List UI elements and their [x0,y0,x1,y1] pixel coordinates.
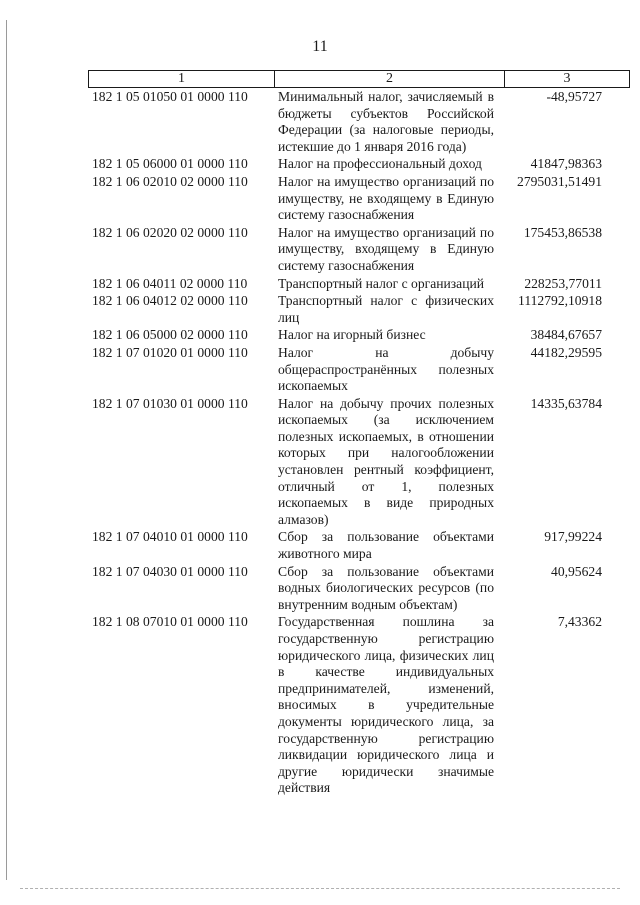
column-header-1: 1 [89,71,275,87]
budget-code: 182 1 06 04011 02 0000 110 [92,275,248,291]
amount: 228253,77011 [524,275,602,291]
table-body [92,89,628,798]
budget-code: 182 1 07 01030 01 0000 110 [92,395,248,411]
amount: 2795031,51491 [517,173,602,189]
budget-code: 182 1 06 05000 02 0000 110 [92,327,248,343]
revenue-name: Государственная пошлина за государственную регистрацию юридического лица, физических лиц в качестве индивидуальных предпринимателей, изменений, вносимых в учредительные документы юридического лица, за государственную регистрацию ликвидации юридического лица и другие юридически значимые действия [278,614,494,796]
column-header-3: 3 [563,71,571,86]
table-row [92,174,628,224]
table-row [92,225,628,275]
revenue-name: Налог на имущество организаций по имуществу, не входящему в Единую систему газоснабжения [278,173,494,223]
table-row [92,276,628,293]
amount: 7,43362 [557,614,602,630]
amount: 44182,29595 [530,344,602,360]
table-row [92,564,628,614]
budget-code: 182 1 05 01050 01 0000 110 [92,89,248,104]
budget-code: 182 1 06 02020 02 0000 110 [92,224,248,240]
revenue-name: Транспортный налог с физических лиц [278,293,494,325]
scan-bottom-edge [20,888,620,890]
table-row [92,396,628,529]
amount: 14335,63784 [530,395,602,411]
budget-code: 182 1 05 06000 01 0000 110 [92,156,248,172]
amount: 917,99224 [544,529,602,545]
table-row [92,89,628,155]
revenue-name: Минимальный налог, зачисляемый в бюджеты субъектов Российской Федерации (за налоговые периоды, истекшие до 1 января 2016 года) [278,89,494,154]
revenue-name: Налог на имущество организаций по имуществу, входящему в Единую систему газоснабжения [278,224,494,273]
revenue-name: Налог на добычу прочих полезных ископаемых (за исключением полезных ископаемых, в отношении которых при налогообложении установлен рентный коэффициент, отличный от 1, полезных ископаемых в виде природных алмазов) [278,395,494,527]
amount: 41847,98363 [530,156,602,172]
budget-code: 182 1 06 04012 02 0000 110 [92,293,248,309]
amount: 1112792,10918 [518,293,602,309]
amount: 38484,67657 [530,327,602,343]
amount: -48,95727 [546,89,602,104]
revenue-name: Налог на игорный бизнес [278,327,426,343]
budget-code: 182 1 07 04030 01 0000 110 [92,563,248,579]
scan-left-edge [6,20,7,880]
amount: 175453,86538 [523,224,602,240]
table-row [92,345,628,395]
table-row [92,327,628,344]
revenue-name: Налог на профессиональный доход [278,156,482,172]
revenue-name: Сбор за пользование объектами животного мира [278,529,494,562]
revenue-name: Транспортный налог с организаций [278,275,485,291]
budget-code: 182 1 08 07010 01 0000 110 [92,614,248,630]
table-row [92,529,628,562]
amount: 40,95624 [551,563,602,579]
table-row [92,156,628,173]
table-header [88,70,630,88]
page-number: 11 [312,38,328,55]
budget-code: 182 1 07 01020 01 0000 110 [92,344,248,360]
budget-code: 182 1 07 04010 01 0000 110 [92,529,248,545]
table-row [92,293,628,326]
revenue-name: Налог на добычу общераспространённых полезных ископаемых [278,344,494,394]
table-row [92,614,628,797]
revenue-name: Сбор за пользование объектами водных биологических ресурсов (по внутренним водным объектам) [278,563,494,612]
column-header-2: 2 [275,71,505,87]
budget-code: 182 1 06 02010 02 0000 110 [92,173,248,189]
